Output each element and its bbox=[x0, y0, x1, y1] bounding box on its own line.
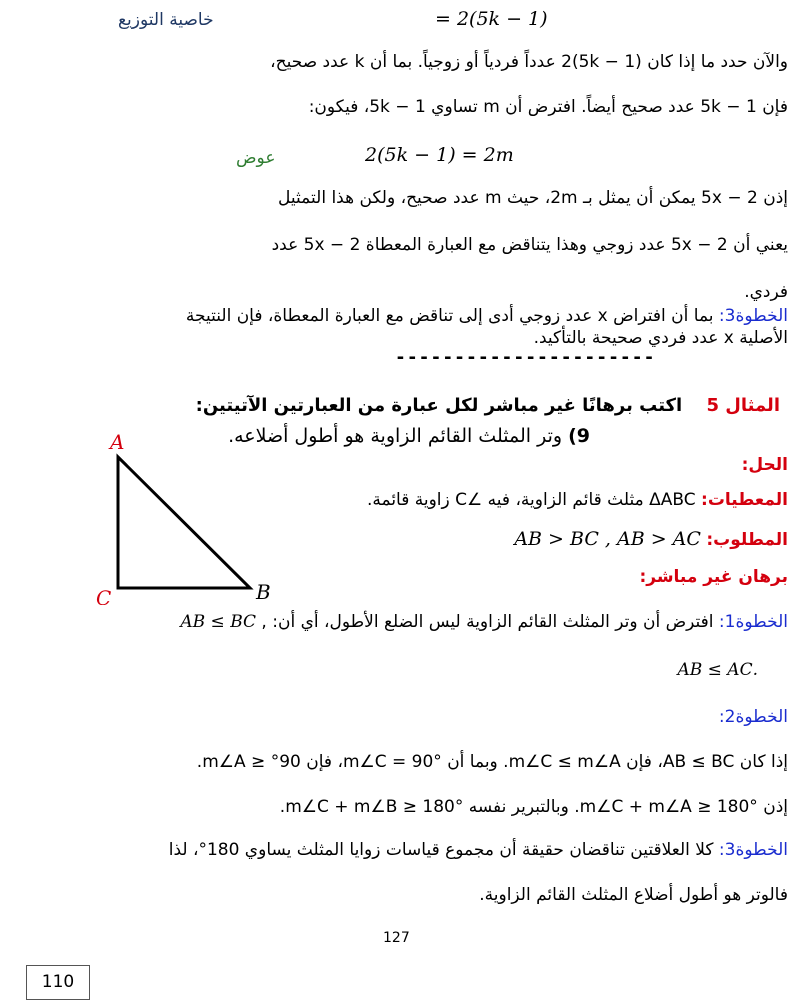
solution-label: الحل: bbox=[741, 455, 788, 475]
indirect-proof-label: برهان غير مباشر: bbox=[639, 567, 788, 587]
right-triangle-figure bbox=[88, 425, 288, 605]
final-step3-line bbox=[0, 840, 800, 874]
step3-label: الخطوة3: bbox=[718, 306, 788, 326]
equation-line-4: 2(5k − 1) = 2m bbox=[365, 144, 514, 166]
question-text: وتر المثلث القائم الزاوية هو أطول أضلاعه. bbox=[228, 425, 563, 447]
distributive-property-label: خاصية التوزيع bbox=[118, 10, 214, 30]
text-line-6: يعني أن 2 − 5x عدد زوجي وهذا يتناقض مع العبارة المعطاة 2 − 5x عدد bbox=[271, 235, 788, 255]
step1-math: AB ≤ BC bbox=[180, 612, 257, 632]
page-box-number: 110 bbox=[26, 965, 90, 1000]
step1-text: افترض أن وتر المثلث القائم الزاوية ليس الضلع الأطول، أي أن: , bbox=[261, 612, 714, 632]
required-label: المطلوب: bbox=[706, 530, 788, 550]
equation-line-1: = 2(5k − 1) bbox=[435, 8, 548, 30]
step2-label: الخطوة2: bbox=[718, 707, 788, 727]
substitute-label: عوض bbox=[236, 148, 276, 168]
triangle-shape bbox=[118, 457, 250, 588]
step3-text: بما أن افتراض x عدد زوجي أدى إلى تناقض مع العبارة المعطاة، فإن النتيجة bbox=[185, 306, 714, 326]
text-line-3: فإن 1 − 5k عدد صحيح أيضاً. افترض أن m تساوي 1 − 5k، فيكون: bbox=[308, 97, 788, 117]
step1-line bbox=[0, 612, 800, 646]
vertex-b-label: B bbox=[256, 580, 271, 604]
example-heading bbox=[0, 395, 800, 429]
text-line-5: إذن 2 − 5x يمكن أن يمثل بـ 2m، حيث m عدد صحيح، ولكن هذا التمثيل bbox=[278, 188, 788, 208]
divider-dashes: ---------------------- bbox=[395, 347, 656, 368]
text-line-9: الأصلية x عدد فردي صحيحة بالتأكيد. bbox=[533, 328, 788, 348]
givens-label: المعطيات: bbox=[701, 490, 788, 510]
example-label: المثال 5 bbox=[706, 395, 780, 416]
example-text: اكتب برهانًا غير مباشر لكل عبارة من العبارتين الآتيتين: bbox=[195, 395, 683, 416]
vertex-a-label: A bbox=[110, 430, 125, 454]
step2-line-b: إذن m∠C + m∠A ≥ 180°. وبالتبرير نفسه m∠C + m∠B ≥ 180°. bbox=[279, 797, 788, 817]
final-step3-label: الخطوة3: bbox=[718, 840, 788, 860]
text-line-7: فردي. bbox=[744, 282, 788, 302]
page-number: 127 bbox=[383, 930, 410, 946]
step1-label: الخطوة1: bbox=[718, 612, 788, 632]
step1-continuation: .AB ≤ AC bbox=[677, 660, 758, 680]
required-math: AB > BC , AB > AC bbox=[514, 528, 701, 550]
vertex-c-label: C bbox=[96, 586, 112, 605]
final-step3-line-b: فالوتر هو أطول أضلاع المثلث القائم الزاوية. bbox=[479, 885, 788, 905]
question-number: 9) bbox=[568, 425, 590, 447]
text-line-2: والآن حدد ما إذا كان (1 − 5k)2 عدداً فردياً أو زوجياً. بما أن k عدد صحيح، bbox=[270, 52, 788, 72]
final-step3-text: كلا العلاقتين تناقضان حقيقة أن مجموع قياسات زوايا المثلث يساوي 180°، لذا bbox=[168, 840, 714, 860]
givens-text: ΔABC مثلث قائم الزاوية، فيه ∠C زاوية قائمة. bbox=[366, 490, 696, 510]
step2-line-a: إذا كان AB ≤ BC، فإن m∠C ≤ m∠A. وبما أن m∠C = 90°، فإن 90° ≤ m∠A. bbox=[196, 752, 788, 772]
